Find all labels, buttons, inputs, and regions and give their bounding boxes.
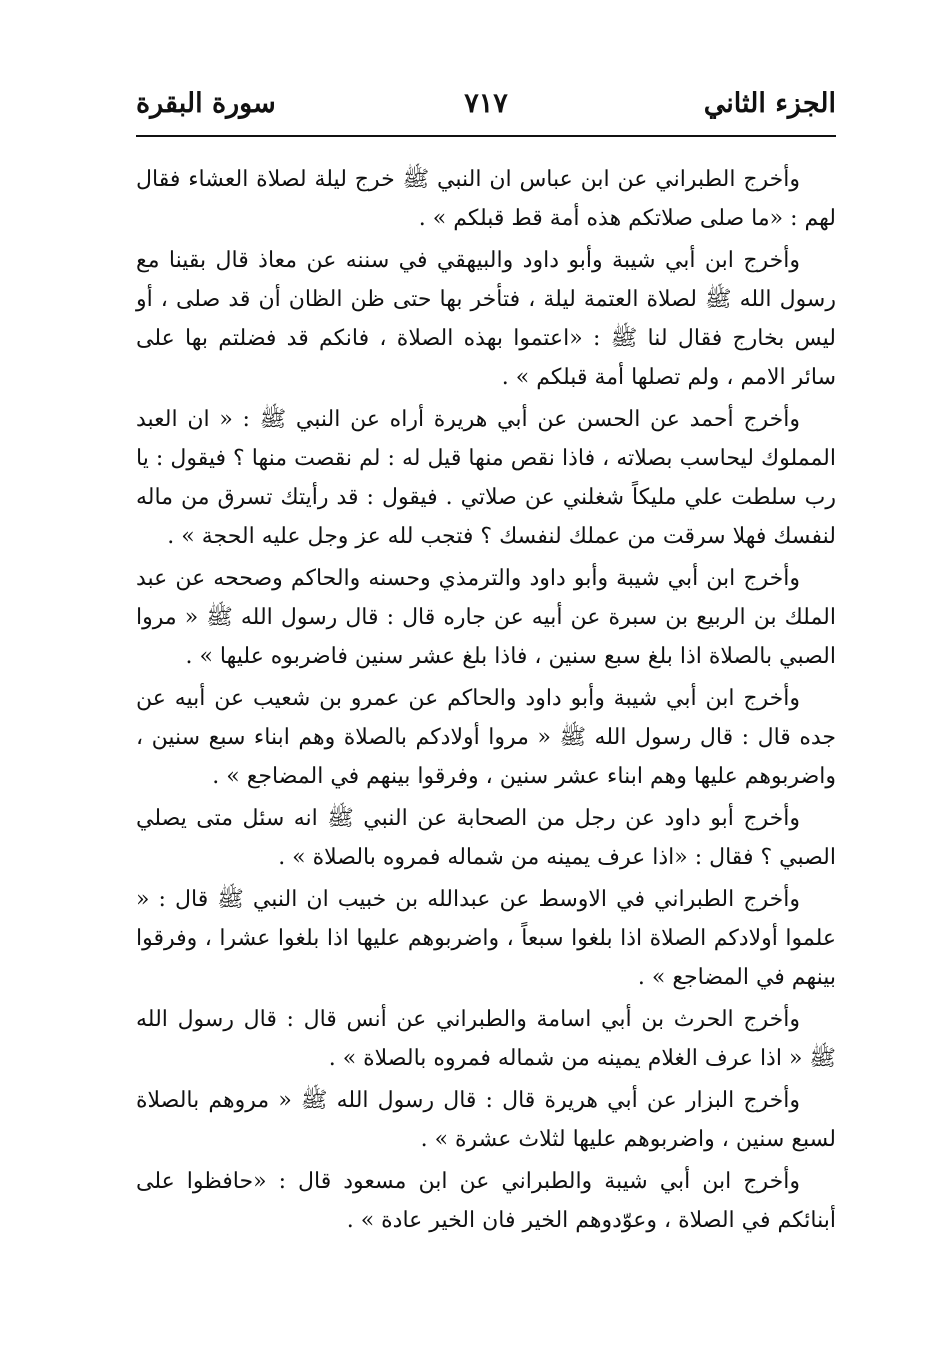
paragraph: وأخرج أحمد عن الحسن عن أبي هريرة أراه عن النبي ﷺ : « ان العبد المملوك ليحاسب بصلاته ، فاذا نقص منها قيل له : لم نقصت منها ؟ فيقول : يا رب سلطت علي مليكاً شغلني عن صلاتي . فيقول : قد رأيتك تسرق من ماله لنفسك فهلا سرقت من عملك لنفسك ؟ فتجب لله عز وجل عليه الحجة » . xyxy=(136,407,836,549)
paragraph: وأخرج الطبراني عن ابن عباس ان النبي ﷺ خرج ليلة لصلاة العشاء فقال لهم : «ما صلى صلاتكم هذه أمة قط قبلكم » . xyxy=(136,167,836,231)
page-header xyxy=(136,84,836,128)
paragraph: وأخرج أبو داود عن رجل من الصحابة عن النبي ﷺ انه سئل متى يصلي الصبي ؟ فقال : «اذا عرف يمينه من شماله فمروه بالصلاة » . xyxy=(136,806,836,870)
paragraph: وأخرج ابن أبي شيبة وأبو داود والحاكم عن عمرو بن شعيب عن أبيه عن جده قال : قال رسول الله ﷺ « مروا أولادكم بالصلاة وهم ابناء سبع سنين ، واضربوهم عليها وهم ابناء عشر سنين ، وفرقوا بينهم في المضاجع » . xyxy=(136,686,836,789)
paragraph: وأخرج البزار عن أبي هريرة قال : قال رسول الله ﷺ « مروهم بالصلاة لسبع سنين ، واضربوهم عليها لثلاث عشرة » . xyxy=(136,1088,836,1152)
paragraph: وأخرج الطبراني في الاوسط عن عبدالله بن خبيب ان النبي ﷺ قال : « علموا أولادكم الصلاة اذا بلغوا سبعاً ، واضربوهم عليها اذا بلغوا عشرا ، وفرقوا بينهم في المضاجع » . xyxy=(136,887,837,990)
page-number: ٧١٧ xyxy=(464,88,508,119)
paragraph: وأخرج ابن أبي شيبة وأبو داود والترمذي وحسنه والحاكم وصححه عن عبد الملك بن الربيع بن سبرة عن أبيه عن جاره قال : قال رسول الله ﷺ « مروا الصبي بالصلاة اذا بلغ سبع سنين ، فاذا بلغ عشر سنين فاضربوه عليها » . xyxy=(136,566,836,669)
paragraph: وأخرج الحرث بن أبي اسامة والطبراني عن أنس قال : قال رسول الله ﷺ « اذا عرف الغلام يمينه من شماله فمروه بالصلاة » . xyxy=(136,1007,836,1071)
paragraph: وأخرج ابن أبي شيبة والطبراني عن ابن مسعود قال : «حافظوا على أبنائكم في الصلاة ، وعوّدوهم الخير فان الخير عادة » . xyxy=(136,1169,836,1233)
paragraph: وأخرج ابن أبي شيبة وأبو داود والبيهقي في سننه عن معاذ قال بقينا مع رسول الله ﷺ لصلاة العتمة ليلة ، فتأخر بها حتى ظن الظان أن قد صلى ، أو ليس بخارج فقال لنا ﷺ : «اعتموا بهذه الصلاة ، فانكم قد فضلتم بها على سائر الامم ، ولم تصلها أمة قبلكم » . xyxy=(136,248,836,390)
page-body xyxy=(136,160,836,1243)
header-divider xyxy=(136,135,836,137)
surah-title: سورة البقرة xyxy=(136,88,276,119)
part-title: الجزء الثاني xyxy=(703,88,836,119)
